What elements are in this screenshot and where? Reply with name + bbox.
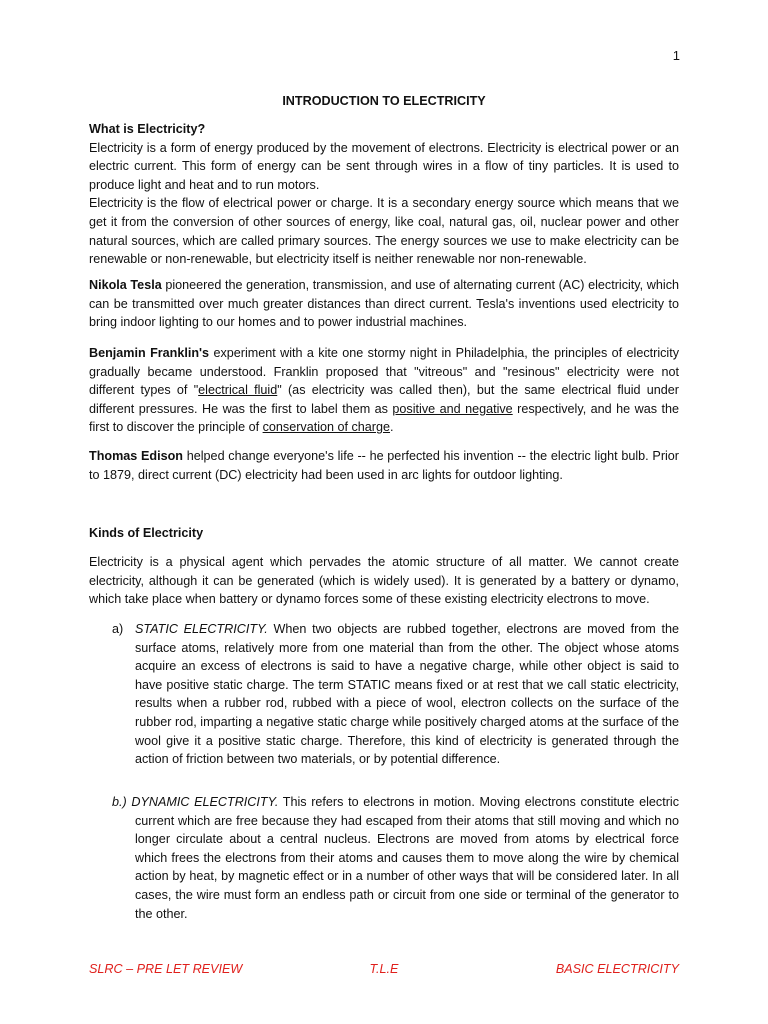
section-what-is-electricity [89, 120, 679, 269]
link-positive-and-negative[interactable]: positive and negative [392, 401, 513, 416]
list-item-body [135, 620, 679, 769]
page-footer [89, 960, 679, 980]
footer-right: BASIC ELECTRICITY [555, 962, 679, 976]
paragraph: Electricity is the flow of electrical power or charge. It is a secondary energy source which means that we get it from the conversion of other sources of energy, like coal, natural gas, oil, nuclear power and other natural sources, which are called primary sources. The energy sources we use to make electricity can be renewable or non-renewable, but electricity itself is neither renewable nor non-renewable. [89, 196, 679, 267]
paragraph-kinds-intro: Electricity is a physical agent which pervades the atomic structure of all matter. We cannot create electricity, although it can be generated (which is widely used). It is generated by a battery or dynamo, which take place when battery or dynamo forces some of these existing electricity electrons to move. [89, 555, 679, 607]
paragraph-text: helped change everyone's life -- he perfected his invention -- the electric light bulb. Prior to 1879, direct current (DC) electricity had been used in arc lights for outdoor lighting. [89, 449, 680, 482]
footer-center: T.L.E [369, 962, 399, 976]
document-title: INTRODUCTION TO ELECTRICITY [282, 94, 486, 108]
paragraph-edison [89, 447, 679, 484]
list-item-dynamic [89, 793, 679, 923]
list-item-static [89, 620, 679, 769]
list-item-body [112, 793, 679, 923]
paragraph-text: pioneered the generation, transmission, and use of alternating current (AC) electricity, which can be transmitted over much greater distances than direct current. Tesla's inventions used electricity to bring indoor lighting to our homes and to power industrial machines. [89, 278, 679, 330]
term: STATIC ELECTRICITY. [135, 622, 268, 636]
link-conservation-of-charge[interactable]: conservation of charge [262, 420, 391, 435]
footer-left: SLRC – PRE LET REVIEW [89, 962, 243, 976]
person-name: Nikola Tesla [89, 278, 162, 292]
link-electrical-fluid[interactable]: electrical fluid [198, 383, 278, 398]
paragraph: Electricity is a form of energy produced by the movement of electrons. Electricity is electrical power or an electric current. This form of energy can be sent through wires in a flow of tiny particles. It is used to produce light and heat and to run motors. [89, 140, 679, 192]
paragraph-franklin [89, 344, 679, 437]
person-name: Benjamin Franklin's [89, 346, 210, 360]
paragraph-tesla [89, 276, 679, 332]
list-item-text: This refers to electrons in motion. Moving electrons constitute electric current which are free because they had escaped from their atoms that still moving and which no longer circulate about a central nucleus. Electrons are moved from atoms by electrical force which frees the electrons from their atoms and causes them to move along the wire by chemical action by heat, by magnetic effect or in a number of other ways that will be considered later. In all cases, the wire must form an endless path or circuit from one side or terminal of the generator to the other. [135, 795, 679, 921]
section-heading-kinds: Kinds of Electricity [89, 526, 204, 540]
person-name: Thomas Edison [89, 449, 184, 463]
paragraph-text: " (as electricity was called then), but the same electrical fluid under different pressures. He was the first to label them as [89, 383, 679, 416]
section-heading: What is Electricity? [89, 122, 206, 136]
paragraph-text: experiment with a kite one stormy night in Philadelphia, the principles of electricity gradually became understood. Franklin proposed that "vitreous" and "resinous" electricity were not different types of " [89, 346, 680, 398]
paragraph-text: . [390, 420, 394, 435]
list-item-text: When two objects are rubbed together, electrons are moved from the surface atoms, relatively more from one material than from the other. The object whose atoms acquire an excess of electrons is said to have a negative charge, while other object is said to have positive static charge. The term STATIC means fixed or at rest that we call static electricity, results when a rubber rod, rubbed with a piece of wool, electron collects on the surface of the rubber rod, imparting a negative static charge while positively charged atoms at the surface of the wool give it a positive static charge. Therefore, this kind of electricity is generated through the action of friction between two materials, or by potential difference. [135, 622, 679, 767]
list-marker: a) [112, 622, 124, 636]
page-number: 1 [672, 48, 680, 63]
paragraph-text: respectively, and he was the first to discover the principle of [89, 401, 679, 435]
term: b.) DYNAMIC ELECTRICITY. [112, 795, 279, 809]
